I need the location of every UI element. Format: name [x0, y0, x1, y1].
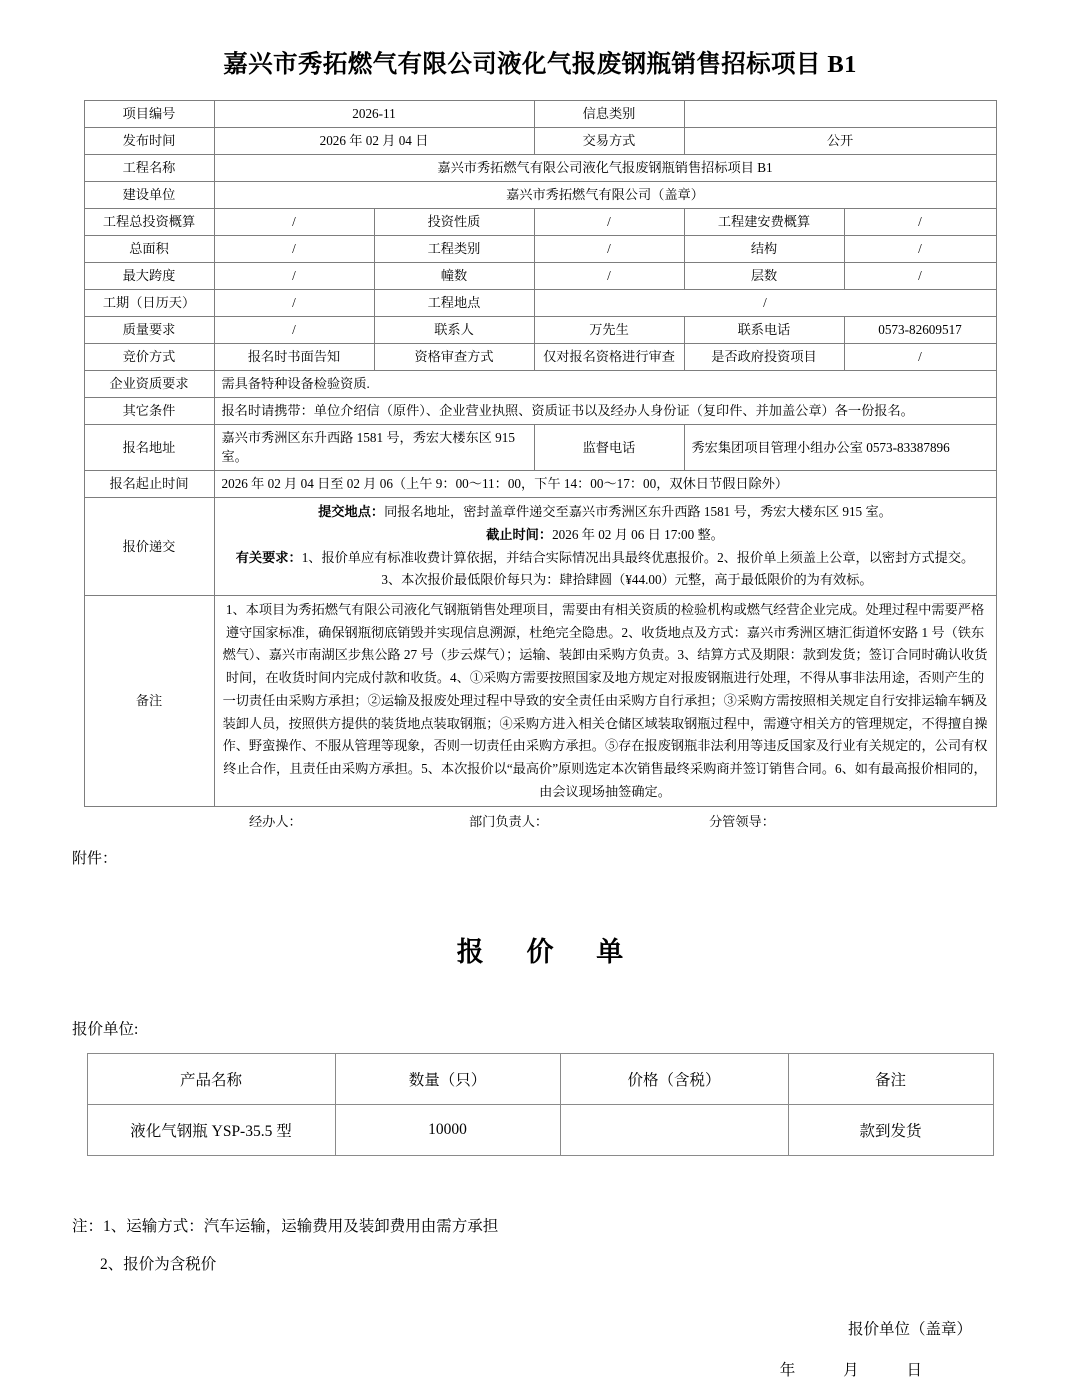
- cell-project-type-value: /: [534, 235, 684, 262]
- quotation-col-remark: 备注: [788, 1054, 993, 1105]
- table-row: [87, 1105, 993, 1156]
- cell-gov-invest-label: 是否政府投资项目: [684, 343, 844, 370]
- cell-reg-addr-label: 报名地址: [84, 424, 214, 471]
- submit-location-text: 同报名地址，密封盖章件递交至嘉兴市秀洲区东升西路 1581 号，秀宏大楼东区 915 室。: [384, 504, 892, 520]
- table-row: [84, 370, 996, 397]
- submit-deadline-text: 2026 年 02 月 06 日 17:00 整。: [552, 526, 724, 542]
- notes-block: [72, 1208, 1080, 1284]
- cell-structure-value: /: [844, 235, 996, 262]
- cell-build-unit-label: 建设单位: [84, 181, 214, 208]
- cell-trade-mode-label: 交易方式: [534, 127, 684, 154]
- cell-project-name-value: 嘉兴市秀拓燃气有限公司液化气报废钢瓶销售招标项目 B1: [214, 154, 996, 181]
- cell-publish-time-label: 发布时间: [84, 127, 214, 154]
- cell-submit-value: [214, 498, 996, 596]
- cell-submit-label: 报价递交: [84, 498, 214, 596]
- cell-phone-value: 0573-82609517: [844, 316, 996, 343]
- cell-project-type-label: 工程类别: [374, 235, 534, 262]
- quotation-col-price: 价格（含税）: [560, 1054, 788, 1105]
- quotation-cell-price[interactable]: [560, 1105, 788, 1156]
- submit-requirements-label: 有关要求：: [235, 549, 302, 565]
- cell-total-invest-value: /: [214, 208, 374, 235]
- cell-duration-value: /: [214, 289, 374, 316]
- closing-block: [0, 1310, 972, 1391]
- page-title: 嘉兴市秀拓燃气有限公司液化气报废钢瓶销售招标项目 B1: [223, 51, 857, 78]
- cell-contact-value: 万先生: [534, 316, 684, 343]
- table-row: [84, 235, 996, 262]
- cell-quality-label: 质量要求: [84, 316, 214, 343]
- quotation-cell-remark: 款到发货: [788, 1105, 993, 1156]
- cell-qualify-review-value: 仅对报名资格进行审查: [534, 343, 684, 370]
- cell-bid-mode-label: 竞价方式: [84, 343, 214, 370]
- cell-site-value: /: [534, 289, 996, 316]
- cell-phone-label: 联系电话: [684, 316, 844, 343]
- cell-remarks-value: 1、本项目为秀拓燃气有限公司液化气钢瓶销售处理项目，需要由有相关资质的检验机构或燃气经营企业完成。处理过程中需要严格遵守国家标准，确保钢瓶彻底销毁并实现信息溯源，杜绝完全隐患。2、收货地点及方式：嘉兴市秀洲区塘汇街道怀安路 1 号（铁东燃气）、嘉兴市南湖区步焦公路 27 号（步云煤气）；运输、装卸由采购方负责。3、结算方式及期限：款到发货；签订合同时确认收货时间，在收货时间内完成付款和收货。4、①采购方需要按照国家及地方规定对报废钢瓶进行处理，不得从事非法用途，否则产生的一切责任由采购方承担；②运输及报废处理过程中导致的安全责任由采购方自行承担；③采购方需按照相关规定自行安排运输车辆及装卸人员，按照供方提供的装货地点装取钢瓶；④采购方进入相关仓储区域装取钢瓶过程中，需遵守相关方的管理规定，不得擅自操作、野蛮操作、不服从管理等现象，否则一切责任由采购方承担。⑤存在报废钢瓶非法利用等违反国家及行业有关规定的，公司有权终止合作，且责任由采购方承担。5、本次报价以“最高价”原则选定本次销售最终采购商并签订销售合同。6、如有最高报价相同的，由会议现场抽签确定。: [214, 596, 996, 807]
- cell-invest-nature-value: /: [534, 208, 684, 235]
- cell-reg-addr-value: 嘉兴市秀洲区东升西路 1581 号，秀宏大楼东区 915 室。: [214, 424, 534, 471]
- cell-enterprise-qual-label: 企业资质要求: [84, 370, 214, 397]
- quotation-unit-label: 报价单位:: [72, 1021, 139, 1039]
- table-row: [84, 498, 996, 596]
- cell-project-name-label: 工程名称: [84, 154, 214, 181]
- submit-requirements-text: 1、报价单应有标准收费计算依据，并结合实际情况出具最终优惠报价。2、报价单上须盖上公章，以密封方式提交。: [301, 549, 975, 565]
- table-row: [84, 127, 996, 154]
- table-row: [84, 100, 996, 127]
- cell-total-area-label: 总面积: [84, 235, 214, 262]
- table-row: [84, 424, 996, 471]
- cell-build-unit-value: 嘉兴市秀拓燃气有限公司（盖章）: [214, 181, 996, 208]
- cell-total-invest-label: 工程总投资概算: [84, 208, 214, 235]
- cell-reg-time-label: 报名起止时间: [84, 471, 214, 498]
- department-head-signature-label: 部门负责人：: [469, 814, 549, 830]
- submit-deadline-label: 截止时间：: [486, 526, 553, 542]
- operator-signature-label: 经办人：: [249, 814, 302, 830]
- quotation-col-quantity: 数量（只）: [335, 1054, 560, 1105]
- cell-publish-time-value: 2026 年 02 月 04 日: [214, 127, 534, 154]
- cell-building-count-label: 幢数: [374, 262, 534, 289]
- quotation-seal-label: 报价单位（盖章）: [847, 1321, 972, 1339]
- note-transport: 注：1、运输方式：汽车运输，运输费用及装卸费用由需方承担: [72, 1218, 499, 1236]
- quotation-col-product: 产品名称: [87, 1054, 335, 1105]
- table-row: [84, 289, 996, 316]
- cell-reg-time-value: 2026 年 02 月 04 日至 02 月 06（上午 9：00～11：00，下午 14：00～17：00，双休日节假日除外）: [214, 471, 996, 498]
- cell-construction-fee-label: 工程建安费概算: [684, 208, 844, 235]
- cell-bid-mode-value: 报名时书面告知: [214, 343, 374, 370]
- submit-requirements-line: [220, 547, 991, 570]
- cell-duration-label: 工期（日历天）: [84, 289, 214, 316]
- supervising-leader-signature-label: 分管领导：: [709, 814, 775, 830]
- quotation-header-row: [87, 1054, 993, 1105]
- cell-remarks-label: 备注: [84, 596, 214, 807]
- quotation-cell-product: 液化气钢瓶 YSP-35.5 型: [87, 1105, 335, 1156]
- signature-row: [84, 811, 996, 833]
- cell-structure-label: 结构: [684, 235, 844, 262]
- submit-location-label: 提交地点：: [318, 504, 385, 520]
- cell-supervise-phone-label: 监督电话: [534, 424, 684, 471]
- cell-project-no-value: 2026-11: [214, 100, 534, 127]
- cell-total-area-value: /: [214, 235, 374, 262]
- cell-invest-nature-label: 投资性质: [374, 208, 534, 235]
- note-tax: 2、报价为含税价: [100, 1256, 217, 1274]
- table-row: [84, 596, 996, 807]
- cell-enterprise-qual-value: 需具备特种设备检验资质.: [214, 370, 996, 397]
- table-row: [84, 181, 996, 208]
- submit-deadline-line: [220, 524, 991, 547]
- quotation-cell-quantity: 10000: [335, 1105, 560, 1156]
- table-row: [84, 208, 996, 235]
- table-row: [84, 397, 996, 424]
- cell-info-type-label: 信息类别: [534, 100, 684, 127]
- submit-min-price-line: 3、本次报价最低限价每只为：肆拾肆圆（¥44.00）元整，高于最低限价的为有效标。: [381, 572, 873, 588]
- submit-location-line: [220, 501, 991, 524]
- cell-quality-value: /: [214, 316, 374, 343]
- table-row: [84, 343, 996, 370]
- cell-supervise-phone-value: 秀宏集团项目管理小组办公室 0573-83387896: [684, 424, 996, 471]
- cell-info-type-value: [684, 100, 996, 127]
- table-row: [84, 471, 996, 498]
- attachment-label: 附件：: [72, 851, 118, 868]
- cell-other-cond-value: 报名时请携带：单位介绍信（原件）、企业营业执照、资质证书以及经办人身份证（复印件、并加盖公章）各一份报名。: [214, 397, 996, 424]
- cell-floor-count-label: 层数: [684, 262, 844, 289]
- cell-floor-count-value: /: [844, 262, 996, 289]
- project-info-table: [84, 100, 997, 808]
- cell-project-no-label: 项目编号: [84, 100, 214, 127]
- cell-qualify-review-label: 资格审查方式: [374, 343, 534, 370]
- cell-building-count-value: /: [534, 262, 684, 289]
- table-row: [84, 316, 996, 343]
- cell-max-span-label: 最大跨度: [84, 262, 214, 289]
- quotation-table: [87, 1053, 994, 1156]
- cell-trade-mode-value: 公开: [684, 127, 996, 154]
- cell-contact-label: 联系人: [374, 316, 534, 343]
- quotation-title: 报 价 单: [456, 937, 642, 968]
- cell-other-cond-label: 其它条件: [84, 397, 214, 424]
- quotation-date-line: 年 月 日: [779, 1361, 944, 1379]
- cell-gov-invest-value: /: [844, 343, 996, 370]
- table-row: [84, 154, 996, 181]
- table-row: [84, 262, 996, 289]
- cell-construction-fee-value: /: [844, 208, 996, 235]
- cell-site-label: 工程地点: [374, 289, 534, 316]
- cell-max-span-value: /: [214, 262, 374, 289]
